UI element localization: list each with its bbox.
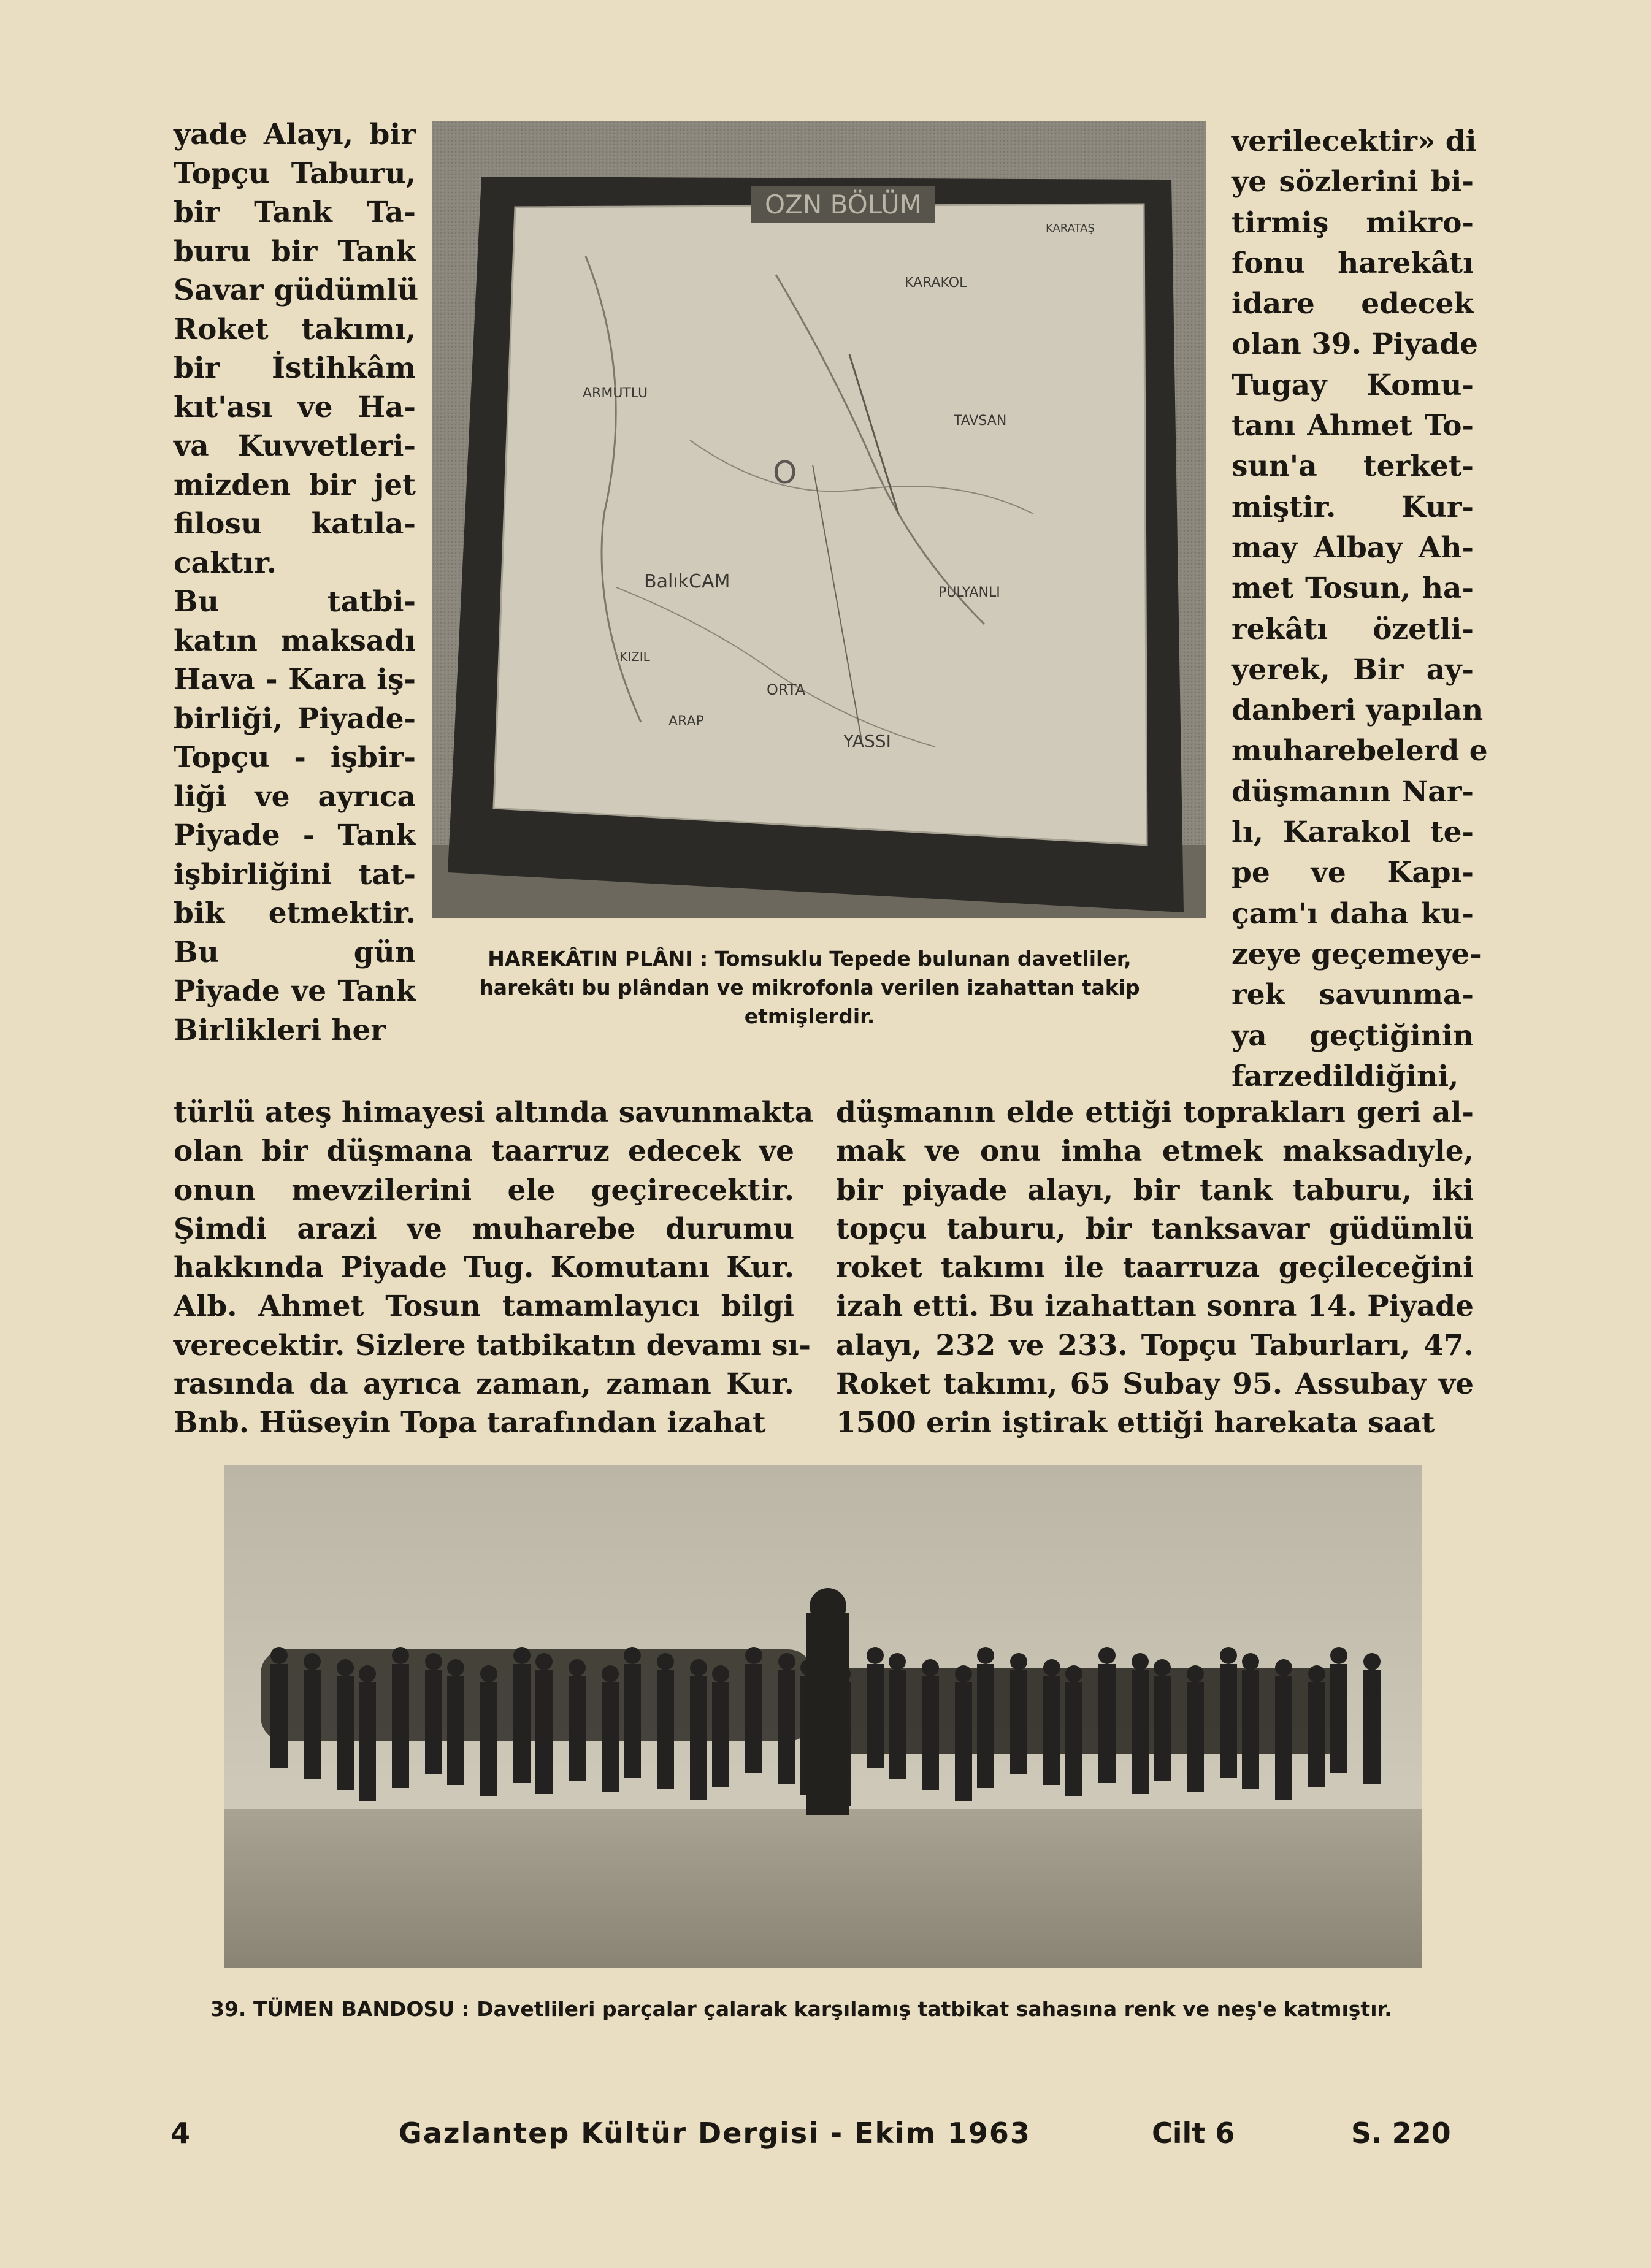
text-line: pe ve Kapı- bbox=[1232, 856, 1474, 890]
text-line: tirmiş mikro- bbox=[1232, 205, 1474, 240]
band-photo bbox=[224, 1465, 1422, 1968]
text-line: birliği, Piyade- bbox=[174, 701, 416, 736]
text-line: Tugay Komu- bbox=[1232, 368, 1474, 402]
map-label-tavsan: TAVSAN bbox=[954, 413, 1007, 429]
right-wide-column bbox=[836, 1093, 1474, 1443]
text-line: miştir. Kur- bbox=[1232, 490, 1474, 524]
left-wide-column bbox=[174, 1093, 814, 1443]
text-line: may Albay Ah- bbox=[1232, 530, 1474, 565]
map-label-pulyanli: PULYANLI bbox=[938, 585, 1000, 600]
right-narrow-column bbox=[1232, 121, 1488, 1097]
text-line: topçu taburu, bir tanksavar güdümlü bbox=[836, 1212, 1474, 1246]
text-line: katın maksadı bbox=[174, 624, 416, 658]
text-line: bir piyade alayı, bir tank taburu, iki bbox=[836, 1173, 1474, 1207]
text-line: caktır. bbox=[174, 546, 277, 580]
text-line: Bu gün bbox=[174, 935, 416, 969]
text-line: rekâtı özetli- bbox=[1232, 612, 1474, 646]
text-line: ye sözlerini bi- bbox=[1232, 165, 1474, 199]
page-ref: S. 220 bbox=[1351, 2117, 1451, 2150]
map-label-karatas: KARATAŞ bbox=[1046, 222, 1095, 235]
text-line: yade Alayı, bir bbox=[174, 118, 416, 151]
text-line: muharebelerd e bbox=[1232, 734, 1488, 768]
text-line: ya geçtiğinin bbox=[1232, 1018, 1474, 1053]
volume-label: Cilt 6 bbox=[1152, 2117, 1235, 2150]
text-line: Alb. Ahmet Tosun tamamlayıcı bilgi bbox=[174, 1289, 794, 1324]
text-line: Topçu Taburu, bbox=[174, 156, 416, 191]
text-line: düşmanın Nar- bbox=[1232, 774, 1474, 809]
text-line: kıt'ası ve Ha- bbox=[174, 390, 416, 424]
map-label-armutlu: ARMUTLU bbox=[583, 386, 648, 401]
text-line: çam'ı daha ku- bbox=[1232, 896, 1474, 931]
map-caption: HAREKÂTIN PLÂNI : Tomsuklu Tepede bulunan davetliler, harekâtı bu plândan ve mikrofonla verilen izahattan takip etmişlerdir. bbox=[479, 947, 1140, 1028]
map-photo bbox=[432, 121, 1206, 918]
text-line: olan 39. Piyade bbox=[1232, 327, 1479, 362]
text-line: Topçu - işbir- bbox=[174, 741, 416, 774]
text-line: onun mevzilerini ele geçirecektir. bbox=[174, 1173, 794, 1207]
map-label-arap: ARAP bbox=[668, 714, 704, 729]
map-label-orta: ORTA bbox=[767, 681, 806, 698]
text-line: roket takımı ile taarruza geçileceğini bbox=[836, 1251, 1474, 1285]
text-line: farzedildiğini, bbox=[1232, 1059, 1459, 1093]
text-line: lı, Karakol te- bbox=[1232, 815, 1474, 850]
text-line: danberi yapılan bbox=[1232, 693, 1484, 728]
band-caption: 39. TÜMEN BANDOSU : Davetlileri parçalar çalarak karşılamış tatbikat sahasına renk ve neş'e katmıştır. bbox=[210, 1997, 1392, 2021]
text-line: bik etmektir. bbox=[174, 896, 416, 930]
text-line: mak ve onu imha etmek maksadıyle, bbox=[836, 1134, 1474, 1169]
text-line: zeye geçemeye- bbox=[1232, 937, 1482, 971]
left-narrow-column bbox=[174, 115, 419, 1050]
text-line: Hava - Kara iş- bbox=[174, 663, 416, 697]
map-label-kizil: KIZIL bbox=[619, 649, 650, 664]
text-line: bir İstihkâm bbox=[174, 351, 416, 385]
text-line: Birlikleri her bbox=[174, 1013, 386, 1047]
text-line: 1500 erin iştirak ettiği harekata saat bbox=[836, 1406, 1435, 1440]
text-line: liği ve ayrıca bbox=[174, 779, 416, 814]
journal-title: Gazlantep Kültür Dergisi - Ekim 1963 bbox=[399, 2117, 1031, 2150]
map-label-balikcam: BalıkCAM bbox=[644, 571, 730, 592]
map-label-karakol: KARAKOL bbox=[905, 275, 967, 291]
text-line: bir Tank Ta- bbox=[174, 196, 416, 229]
text-line: Piyade - Tank bbox=[174, 819, 416, 852]
text-line: Piyade ve Tank bbox=[174, 974, 416, 1008]
text-line: hakkında Piyade Tug. Komutanı Kur. bbox=[174, 1251, 794, 1285]
text-line: verecektir. Sizlere tatbikatın devamı sı- bbox=[174, 1328, 811, 1362]
text-line: olan bir düşmana taarruz edecek ve bbox=[174, 1134, 794, 1169]
page-footer bbox=[170, 2117, 1465, 2153]
text-line: izah etti. Bu izahattan sonra 14. Piyade bbox=[836, 1289, 1474, 1324]
map-label-yassi: YASSI bbox=[843, 731, 891, 751]
text-line: Bu tatbi- bbox=[174, 585, 416, 619]
text-line: fonu harekâtı bbox=[1232, 246, 1474, 280]
text-line: met Tosun, ha- bbox=[1232, 571, 1474, 606]
text-line: Bnb. Hüseyin Topa tarafından izahat bbox=[174, 1406, 766, 1440]
text-line: Roket takımı, 65 Subay 95. Assubay ve bbox=[836, 1367, 1474, 1402]
text-line: sun'a terket- bbox=[1232, 449, 1474, 484]
text-line: idare edecek bbox=[1232, 287, 1474, 321]
text-line: alayı, 232 ve 233. Topçu Taburları, 47. bbox=[836, 1328, 1474, 1362]
text-line: tanı Ahmet To- bbox=[1232, 409, 1474, 443]
text-line: Savar güdümlü bbox=[174, 273, 419, 307]
text-line: Roket takımı, bbox=[174, 312, 416, 346]
svg-text:O: O bbox=[773, 455, 797, 491]
text-line: işbirliğini tat- bbox=[174, 857, 416, 892]
text-line: rasında da ayrıca zaman, zaman Kur. bbox=[174, 1367, 794, 1402]
text-line: buru bir Tank bbox=[174, 234, 416, 269]
page-number: 4 bbox=[170, 2117, 191, 2150]
text-line: mizden bir jet bbox=[174, 468, 416, 502]
text-line: türlü ateş himayesi altında savunmakta bbox=[174, 1096, 814, 1129]
text-line: yerek, Bir ay- bbox=[1232, 652, 1474, 687]
text-line: düşmanın elde ettiği toprakları geri al- bbox=[836, 1096, 1474, 1129]
text-line: rek savunma- bbox=[1232, 978, 1474, 1012]
map-label-title: OZN BÖLÜM bbox=[764, 189, 922, 220]
text-line: verilecektir» di bbox=[1232, 124, 1477, 158]
text-line: Şimdi arazi ve muharebe durumu bbox=[174, 1212, 794, 1246]
text-line: filosu katıla- bbox=[174, 507, 416, 541]
text-line: va Kuvvetleri- bbox=[174, 429, 416, 463]
